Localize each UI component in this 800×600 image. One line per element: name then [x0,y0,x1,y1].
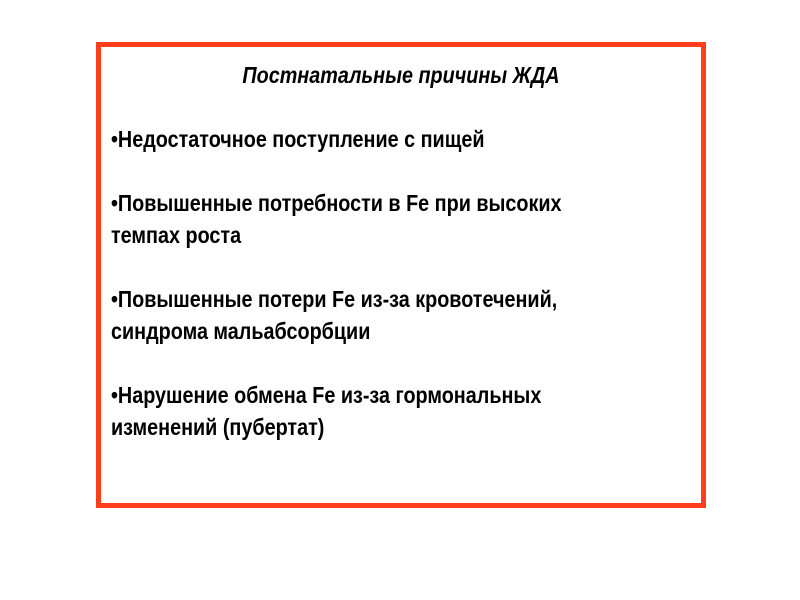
list-item-continuation: синдрома мальабсорбции [111,318,371,344]
bullet: • [111,126,118,152]
spacer [111,251,691,283]
bullet: • [111,190,118,216]
list-item-continuation: темпах роста [111,222,242,248]
list-item-continuation: изменений (пубертат) [111,414,325,440]
list-item-line [111,379,610,411]
list-item [111,283,691,347]
list-item [111,123,691,155]
list-item-line [111,283,610,315]
spacer [111,91,691,123]
list-item-text: Повышенные потери Fe из-за кровотечений, [117,286,558,312]
bullet: • [111,286,118,312]
list-item-line [111,123,610,155]
content-box [96,42,706,508]
bullet: • [111,382,118,408]
slide-heading: Постнатальные причины ЖДА [242,62,560,88]
list-item-text: Недостаточное поступление с пищей [117,126,485,152]
list-item-text: Повышенные потребности в Fe при высоких [117,190,562,216]
list-item-text: Нарушение обмена Fe из-за гормональных [117,382,542,408]
list-item [111,187,691,251]
spacer [111,347,691,379]
list-item [111,379,691,443]
spacer [111,155,691,187]
list-item-line [111,187,610,219]
